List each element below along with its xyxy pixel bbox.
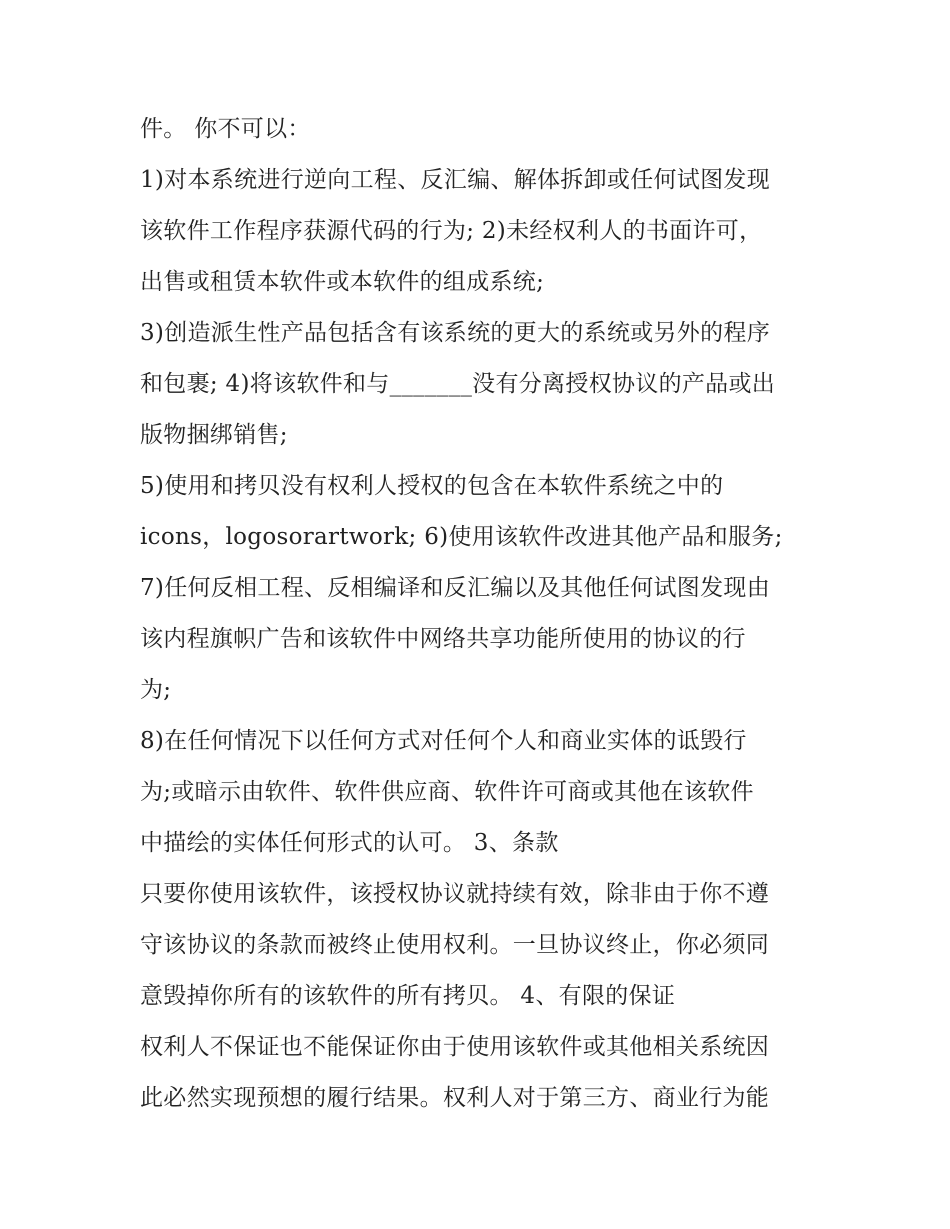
text-line: 该内程旗帜广告和该软件中网络共享功能所使用的协议的行 (140, 626, 746, 652)
text-line: 权利人不保证也不能保证你由于使用该软件或其他相关系统因 (140, 1034, 770, 1060)
text-line: 只要你使用该软件，该授权协议就持续有效，除非由于你不遵 (140, 881, 770, 907)
text-line: 出售或租赁本软件或本软件的组成系统; (140, 269, 545, 295)
text-line: 和包裹; 4)将该软件和与_______没有分离授权协议的产品或出 (140, 371, 776, 397)
text-line: 中描绘的实体任何形式的认可。 3、条款 (140, 830, 559, 856)
text-line: 3)创造派生性产品包括含有该系统的更大的系统或另外的程序 (140, 320, 771, 346)
text-line: 守该协议的条款而被终止使用权利。一旦协议终止，你必须同 (140, 932, 770, 958)
text-line: 意毁掉你所有的该软件的所有拷贝。 4、有限的保证 (140, 983, 676, 1009)
text-line: 此必然实现预想的履行结果。权利人对于第三方、商业行为能 (140, 1085, 770, 1111)
document-body (140, 104, 820, 1124)
text-line: 1)对本系统进行逆向工程、反汇编、解体拆卸或任何试图发现 (140, 167, 771, 193)
text-line: 5)使用和拷贝没有权利人授权的包含在本软件系统之中的 (140, 473, 724, 499)
text-line: icons，logosorartwork; 6)使用该软件改进其他产品和服务; (140, 524, 783, 550)
text-line: 版物捆绑销售; (140, 422, 288, 448)
text-line: 为;或暗示由软件、软件供应商、软件许可商或其他在该软件 (140, 779, 754, 805)
text-line: 8)在任何情况下以任何方式对任何个人和商业实体的诋毁行 (140, 728, 747, 754)
text-line: 为; (140, 677, 172, 703)
text-line: 该软件工作程序获源代码的行为; 2)未经权利人的书面许可， (140, 218, 763, 244)
text-line: 7)任何反相工程、反相编译和反汇编以及其他任何试图发现由 (140, 575, 771, 601)
text-line: 件。 你不可以： (140, 116, 311, 142)
